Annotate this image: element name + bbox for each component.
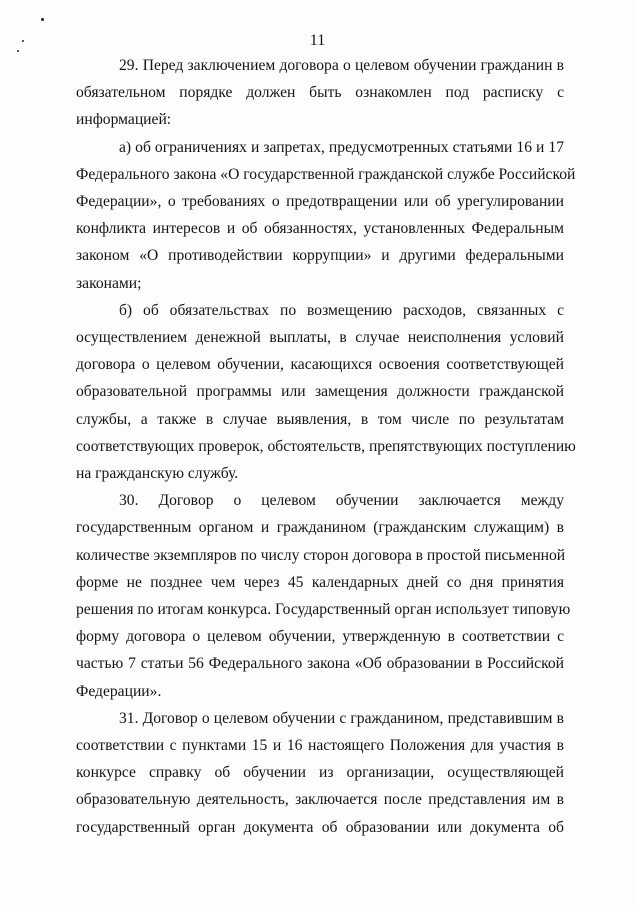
text-line: законом «О противодействии коррупции» и другими федеральными: [76, 247, 564, 265]
text-line: Федерального закона «О государственной гражданской службе Российской: [76, 165, 576, 183]
paragraph-29-a: [76, 134, 576, 297]
text-line: законами;: [76, 274, 142, 292]
text-line: государственным органом и гражданином (гражданским служащим) в: [76, 519, 564, 537]
text-line: договора о целевом обучении, касающихся освоения соответствующей: [76, 356, 564, 374]
text-line: а) об ограничениях и запретах, предусмотренных статьями 16 и 17: [119, 138, 564, 156]
text-line: Федерации», о требованиях о предотвращении или об урегулировании: [76, 193, 564, 211]
text-line: конфликта интересов и об обязанностях, установленных Федеральным: [76, 220, 564, 238]
text-line: частью 7 статьи 56 Федерального закона «Об образовании в Российской: [76, 655, 564, 673]
text-line: конкурсе справку об обучении из организации, осуществляющей: [76, 764, 564, 782]
text-line: соответствии с пунктами 15 и 16 настоящего Положения для участия в: [76, 737, 564, 755]
text-line: решения по итогам конкурса. Государственный орган использует типовую: [76, 601, 571, 619]
paragraph-29-b: [76, 297, 576, 487]
text-line: количестве экземпляров по числу сторон договора в простой письменной: [76, 546, 566, 564]
page-number: 11: [309, 32, 326, 49]
text-line: государственный орган документа об образовании или документа об: [76, 818, 564, 836]
paragraph-29: [76, 52, 564, 134]
text-line: образовательной программы или замещения должности гражданской: [76, 383, 564, 401]
text-line: Федерации».: [76, 682, 162, 700]
text-line: 30. Договор о целевом обучении заключается между: [119, 492, 564, 510]
text-line: форму договора о целевом обучении, утвержденную в соответствии с: [76, 628, 564, 646]
text-line: 29. Перед заключением договора о целевом обучении гражданин в: [119, 57, 564, 74]
text-line: информацией:: [76, 111, 172, 129]
text-line: форме не позднее чем через 45 календарных дней со дня принятия: [76, 573, 564, 591]
text-line: на гражданскую службу.: [76, 465, 239, 483]
paragraph-31: [76, 705, 564, 841]
text-line: б) об обязательствах по возмещению расходов, связанных с: [119, 301, 564, 319]
text-line: обязательном порядке должен быть ознакомлен под расписку с: [76, 84, 564, 102]
paragraph-30: [76, 487, 571, 705]
text-line: службы, а также в случае выявления, в том числе по результатам: [76, 410, 564, 428]
text-line: осуществлением денежной выплаты, в случае неисполнения условий: [76, 329, 564, 347]
text-line: соответствующих проверок, обстоятельств, препятствующих поступлению: [76, 437, 576, 455]
document-body: [76, 52, 576, 841]
text-line: 31. Договор о целевом обучении с гражданином, представившим в: [119, 709, 564, 727]
text-line: образовательную деятельность, заключается после представления им в: [76, 791, 564, 809]
